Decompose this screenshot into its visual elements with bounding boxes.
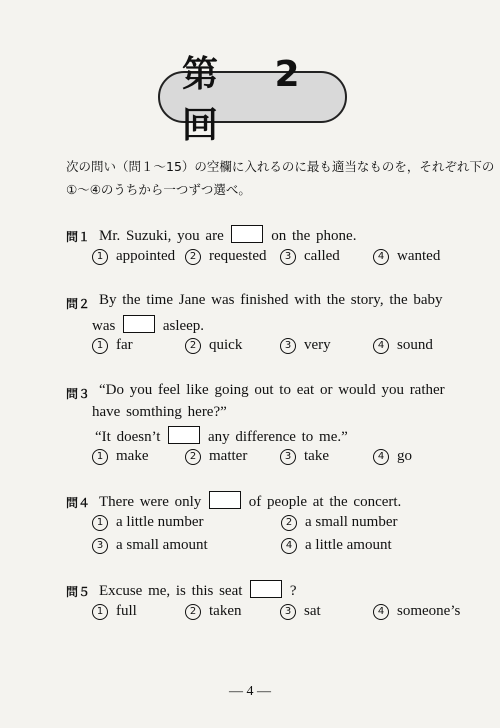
question-3-blank (168, 426, 200, 444)
option-text: full (116, 603, 137, 619)
question-3-option-4[interactable] (373, 448, 412, 465)
question-4-option-1[interactable] (92, 514, 203, 531)
option-text: taken (209, 603, 242, 619)
option-number-icon: 4 (373, 249, 389, 265)
question-5-option-4[interactable] (373, 603, 460, 620)
question-5-text-after: ? (289, 583, 297, 599)
option-text: requested (209, 248, 267, 264)
option-text: quick (209, 337, 243, 353)
question-3-text-before: “It doesn’t (95, 429, 161, 445)
question-2-number: 問２ (66, 297, 91, 311)
question-5-number: 問５ (66, 585, 91, 599)
option-number-icon: 2 (185, 449, 201, 465)
option-text: take (304, 448, 329, 464)
instructions-line-2: ①～④のうちから一つずつ選べ。 (66, 182, 251, 197)
question-3-line-3 (95, 426, 348, 446)
option-number-icon: 1 (92, 604, 108, 620)
question-5-blank (250, 580, 282, 598)
question-5-option-2[interactable] (185, 603, 241, 620)
question-4-blank (209, 491, 241, 509)
option-text: appointed (116, 248, 176, 264)
question-2-line-1: By the time Jane was finished with the story, the baby (99, 292, 443, 308)
question-4-number: 問４ (66, 496, 91, 510)
question-1-stem (99, 225, 356, 245)
option-text: matter (209, 448, 248, 464)
question-3-option-2[interactable] (185, 448, 247, 465)
question-2-line-2 (92, 315, 204, 335)
question-3-option-3[interactable] (280, 448, 329, 465)
question-5-option-1[interactable] (92, 603, 137, 620)
option-number-icon: 3 (280, 604, 296, 620)
section-title: 第 2 回 (182, 54, 322, 146)
option-text: called (304, 248, 340, 264)
question-2-blank (123, 315, 155, 333)
question-4-text-after: of people at the concert. (248, 494, 402, 510)
option-number-icon: 3 (92, 538, 108, 554)
option-text: make (116, 448, 149, 464)
instructions-line-1: 次の問い（問１～15）の空欄に入れるのに最も適当なものを，それぞれ下の (66, 159, 495, 174)
page-number: — 4 — (229, 684, 271, 699)
question-1-option-1[interactable] (92, 248, 175, 265)
option-number-icon: 3 (280, 449, 296, 465)
section-title-banner (158, 54, 347, 146)
question-1-text-after: on the phone. (271, 228, 357, 244)
option-text: far (116, 337, 133, 353)
option-text: sound (397, 337, 433, 353)
option-number-icon: 3 (280, 338, 296, 354)
question-5-text-before: Excuse me, is this seat (99, 583, 243, 599)
question-2-option-2[interactable] (185, 337, 242, 354)
question-1-option-2[interactable] (185, 248, 266, 265)
question-2-option-1[interactable] (92, 337, 133, 354)
question-1-option-3[interactable] (280, 248, 340, 265)
question-4-text-before: There were only (99, 494, 202, 510)
question-2-text-before: was (92, 318, 116, 334)
option-text: a small amount (116, 537, 208, 553)
question-3-option-1[interactable] (92, 448, 148, 465)
question-4-option-2[interactable] (281, 514, 397, 531)
option-number-icon: 4 (373, 604, 389, 620)
question-5-option-3[interactable] (280, 603, 321, 620)
option-number-icon: 1 (92, 449, 108, 465)
option-number-icon: 2 (281, 515, 297, 531)
option-text: go (397, 448, 412, 464)
question-2-text-after: asleep. (162, 318, 205, 334)
question-5-stem (99, 580, 297, 600)
question-1-option-4[interactable] (373, 248, 440, 265)
option-number-icon: 2 (185, 338, 201, 354)
option-text: sat (304, 603, 321, 619)
option-number-icon: 1 (92, 249, 108, 265)
question-2-option-4[interactable] (373, 337, 433, 354)
question-3-number: 問３ (66, 387, 91, 401)
option-number-icon: 1 (92, 515, 108, 531)
option-text: a little amount (305, 537, 392, 553)
option-number-icon: 2 (185, 249, 201, 265)
option-number-icon: 4 (373, 338, 389, 354)
option-number-icon: 2 (185, 604, 201, 620)
option-number-icon: 4 (281, 538, 297, 554)
question-1-text-before: Mr. Suzuki, you are (99, 228, 224, 244)
question-2-option-3[interactable] (280, 337, 331, 354)
question-4-stem (99, 491, 401, 511)
option-text: a small number (305, 514, 398, 530)
option-number-icon: 3 (280, 249, 296, 265)
option-number-icon: 4 (373, 449, 389, 465)
question-1-number: 問１ (66, 230, 91, 244)
question-3-line-1: “Do you feel like going out to eat or would you rather (99, 382, 445, 398)
question-4-option-3[interactable] (92, 537, 208, 554)
question-1-blank (231, 225, 263, 243)
option-text: a little number (116, 514, 204, 530)
question-4-option-4[interactable] (281, 537, 392, 554)
question-3-line-2: have somthing here?” (92, 404, 227, 420)
question-3-text-after: any difference to me.” (207, 429, 348, 445)
option-number-icon: 1 (92, 338, 108, 354)
option-text: very (304, 337, 331, 353)
option-text: wanted (397, 248, 441, 264)
option-text: someone’s (397, 603, 461, 619)
